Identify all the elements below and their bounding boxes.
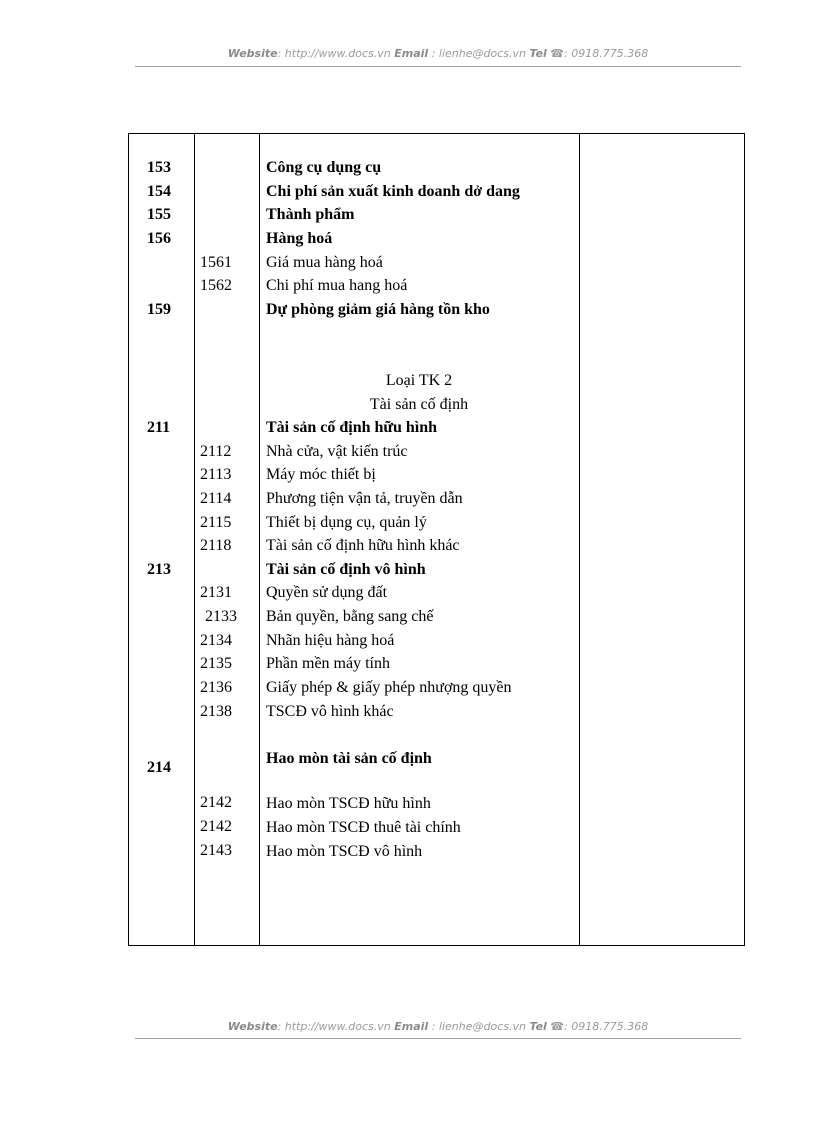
account-name: Máy móc thiết bị: [266, 466, 376, 483]
sub-account-code: 2112: [200, 443, 232, 460]
account-name: Phương tiện vận tả, truyền dẫn: [266, 490, 463, 507]
sub-account-code: 1562: [200, 277, 232, 294]
sub-account-code: 2133: [205, 608, 237, 625]
column-divider: [579, 134, 580, 945]
account-name: Bản quyền, bằng sang chế: [266, 608, 434, 625]
account-code: 154: [147, 183, 171, 200]
sub-account-code: 2114: [200, 490, 232, 507]
account-code: 159: [147, 301, 171, 318]
section-title: Loại TK 2: [385, 372, 453, 389]
tel-label: Tel: [529, 47, 547, 60]
account-code: 153: [147, 159, 171, 176]
account-name: Hao mòn tài sản cố định: [266, 750, 432, 767]
page-header: [135, 47, 741, 60]
account-name: Chi phí sản xuất kinh doanh dở dang: [266, 183, 520, 200]
website-label: Website: [227, 1020, 278, 1033]
sub-account-code: 2131: [200, 584, 232, 601]
account-table: [128, 133, 745, 946]
sub-account-code: 2143: [200, 842, 232, 859]
account-code: 213: [147, 561, 171, 578]
sub-account-code: 2142: [200, 818, 232, 835]
account-name: Tài sản cố định vô hình: [266, 561, 426, 578]
account-name: Giá mua hàng hoá: [266, 254, 383, 271]
sub-account-code: 1561: [200, 254, 232, 271]
email-address: : lienhe@docs.vn: [428, 1020, 530, 1033]
email-label: Email: [394, 1020, 429, 1033]
account-code: 156: [147, 230, 171, 247]
tel-number: ☎: 0918.775.368: [546, 47, 649, 60]
account-name: Công cụ dụng cụ: [266, 159, 382, 176]
header-divider: [135, 66, 741, 67]
account-code: 211: [147, 419, 171, 436]
sub-account-code: 2115: [200, 514, 232, 531]
account-name: Hao mòn TSCĐ vô hình: [266, 843, 423, 860]
email-address: : lienhe@docs.vn: [428, 47, 530, 60]
sub-account-code: 2142: [200, 794, 232, 811]
account-name: Nhãn hiệu hàng hoá: [266, 632, 395, 649]
section-subtitle: Tài sản cố định: [369, 396, 469, 413]
tel-label: Tel: [529, 1020, 547, 1033]
account-name: Hao mòn TSCĐ hữu hình: [266, 795, 431, 812]
account-name: Hao mòn TSCĐ thuê tài chính: [266, 819, 461, 836]
account-name: Dự phòng giảm giá hàng tồn kho: [266, 301, 490, 318]
sub-account-code: 2138: [200, 703, 232, 720]
account-name: Thành phẩm: [266, 206, 355, 223]
sub-account-code: 2134: [200, 632, 232, 649]
footer-divider: [135, 1038, 741, 1039]
email-label: Email: [394, 47, 429, 60]
account-name: Chi phí mua hang hoá: [266, 277, 408, 294]
website-url: : http://www.docs.vn: [277, 47, 395, 60]
account-name: Phần mền máy tính: [266, 655, 390, 672]
sub-account-code: 2113: [200, 466, 232, 483]
account-name: Quyền sử dụng đất: [266, 584, 388, 601]
column-divider: [259, 134, 260, 945]
account-name: Nhà cửa, vật kiến trúc: [266, 443, 408, 460]
sub-account-code: 2136: [200, 679, 232, 696]
account-code: 155: [147, 206, 171, 223]
website-label: Website: [227, 47, 278, 60]
page-footer: [135, 1020, 741, 1033]
sub-account-code: 2118: [200, 537, 232, 554]
account-name: Tài sản cố định hữu hình: [266, 419, 438, 436]
website-url: : http://www.docs.vn: [277, 1020, 395, 1033]
column-divider: [194, 134, 195, 945]
tel-number: ☎: 0918.775.368: [546, 1020, 649, 1033]
sub-account-code: 2135: [200, 655, 232, 672]
account-name: Tài sản cố định hữu hình khác: [266, 537, 460, 554]
account-code: 214: [147, 759, 171, 776]
account-name: Giấy phép & giấy phép nhượng quyền: [266, 679, 512, 696]
account-name: TSCĐ vô hình khác: [266, 703, 394, 720]
account-name: Thiết bị dụng cụ, quản lý: [266, 514, 427, 531]
account-name: Hàng hoá: [266, 230, 333, 247]
